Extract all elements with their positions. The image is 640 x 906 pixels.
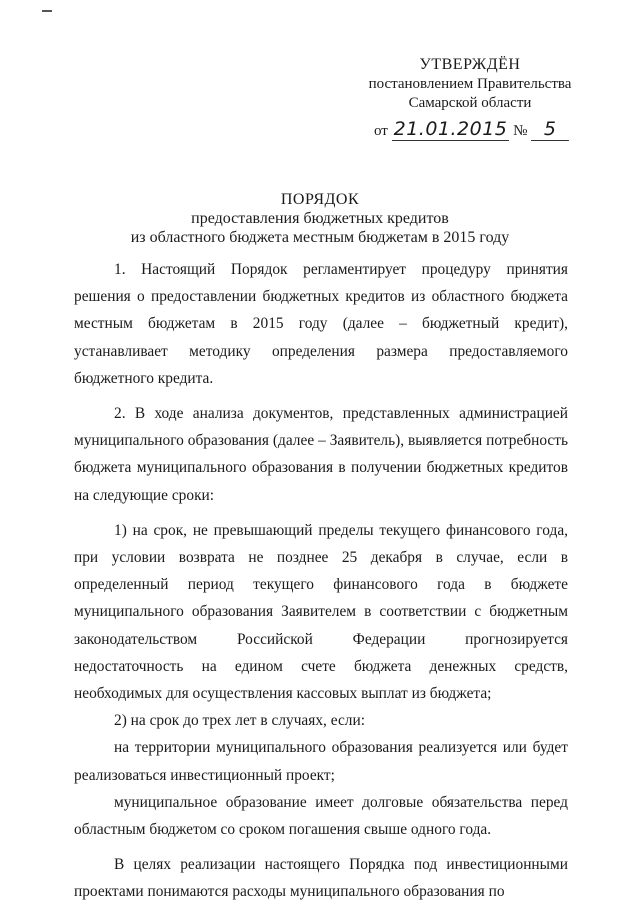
- document-subtitle-1: предоставления бюджетных кредитов: [191, 210, 449, 227]
- document-title: ПОРЯДОК: [280, 191, 360, 208]
- document-header: [60, 190, 580, 247]
- paragraph-1: 1. Настоящий Порядок регламентирует процедуру принятия решения о предоставлении бюджетных кредитов из областного бюджета местным бюджетам в 2015 году (далее – бюджетный кредит), устанавливает методику определения размера предоставляемого бюджетного кредита.: [74, 261, 568, 387]
- document-subtitle-2: из областного бюджета местным бюджетам в 2015 году: [130, 229, 510, 246]
- approval-title: УТВЕРЖДЁН: [419, 56, 521, 73]
- scan-mark: [42, 10, 52, 12]
- paragraph-4: 2) на срок до трех лет в случаях, если:: [114, 712, 365, 730]
- date-underline: [392, 118, 510, 141]
- document-body: [74, 256, 568, 906]
- paragraph-3: 1) на срок, не превышающий пределы текущего финансового года, при условии возврата не позднее 25 декабря в случае, если в определенный период текущего финансового года в бюджете муниципального образования Заявителем в соответствии с бюджетным законодательством Российской Федерации прогнозируется недостаточность на едином счете бюджета денежных средств, необходимых для осуществления кассовых выплат из бюджета;: [74, 521, 568, 703]
- handwritten-number: 5: [543, 118, 557, 140]
- paragraph-2: 2. В ходе анализа документов, представленных администрацией муниципального образования (далее – Заявитель), выявляется потребность бюджета муниципального образования в получении бюджетных кредитов на следующие сроки:: [74, 405, 568, 504]
- approval-line-1: постановлением Правительства: [368, 76, 572, 92]
- paragraph-7: В целях реализации настоящего Порядка под инвестиционными проектами понимаются расходы муниципального образования по: [74, 856, 568, 901]
- approval-line-2: Самарской области: [408, 95, 532, 111]
- number-underline: [531, 118, 569, 141]
- handwritten-date: 21.01.2015: [393, 118, 508, 140]
- number-prefix: №: [513, 123, 528, 139]
- paragraph-6: муниципальное образование имеет долговые обязательства перед областным бюджетом со сроком погашения свыше одного года.: [74, 793, 568, 839]
- approval-date-line: [374, 118, 569, 141]
- date-prefix: от: [374, 123, 388, 139]
- paragraph-5: на территории муниципального образования реализуется или будет реализоваться инвестиционный проект;: [74, 739, 568, 784]
- approval-block: [360, 55, 580, 113]
